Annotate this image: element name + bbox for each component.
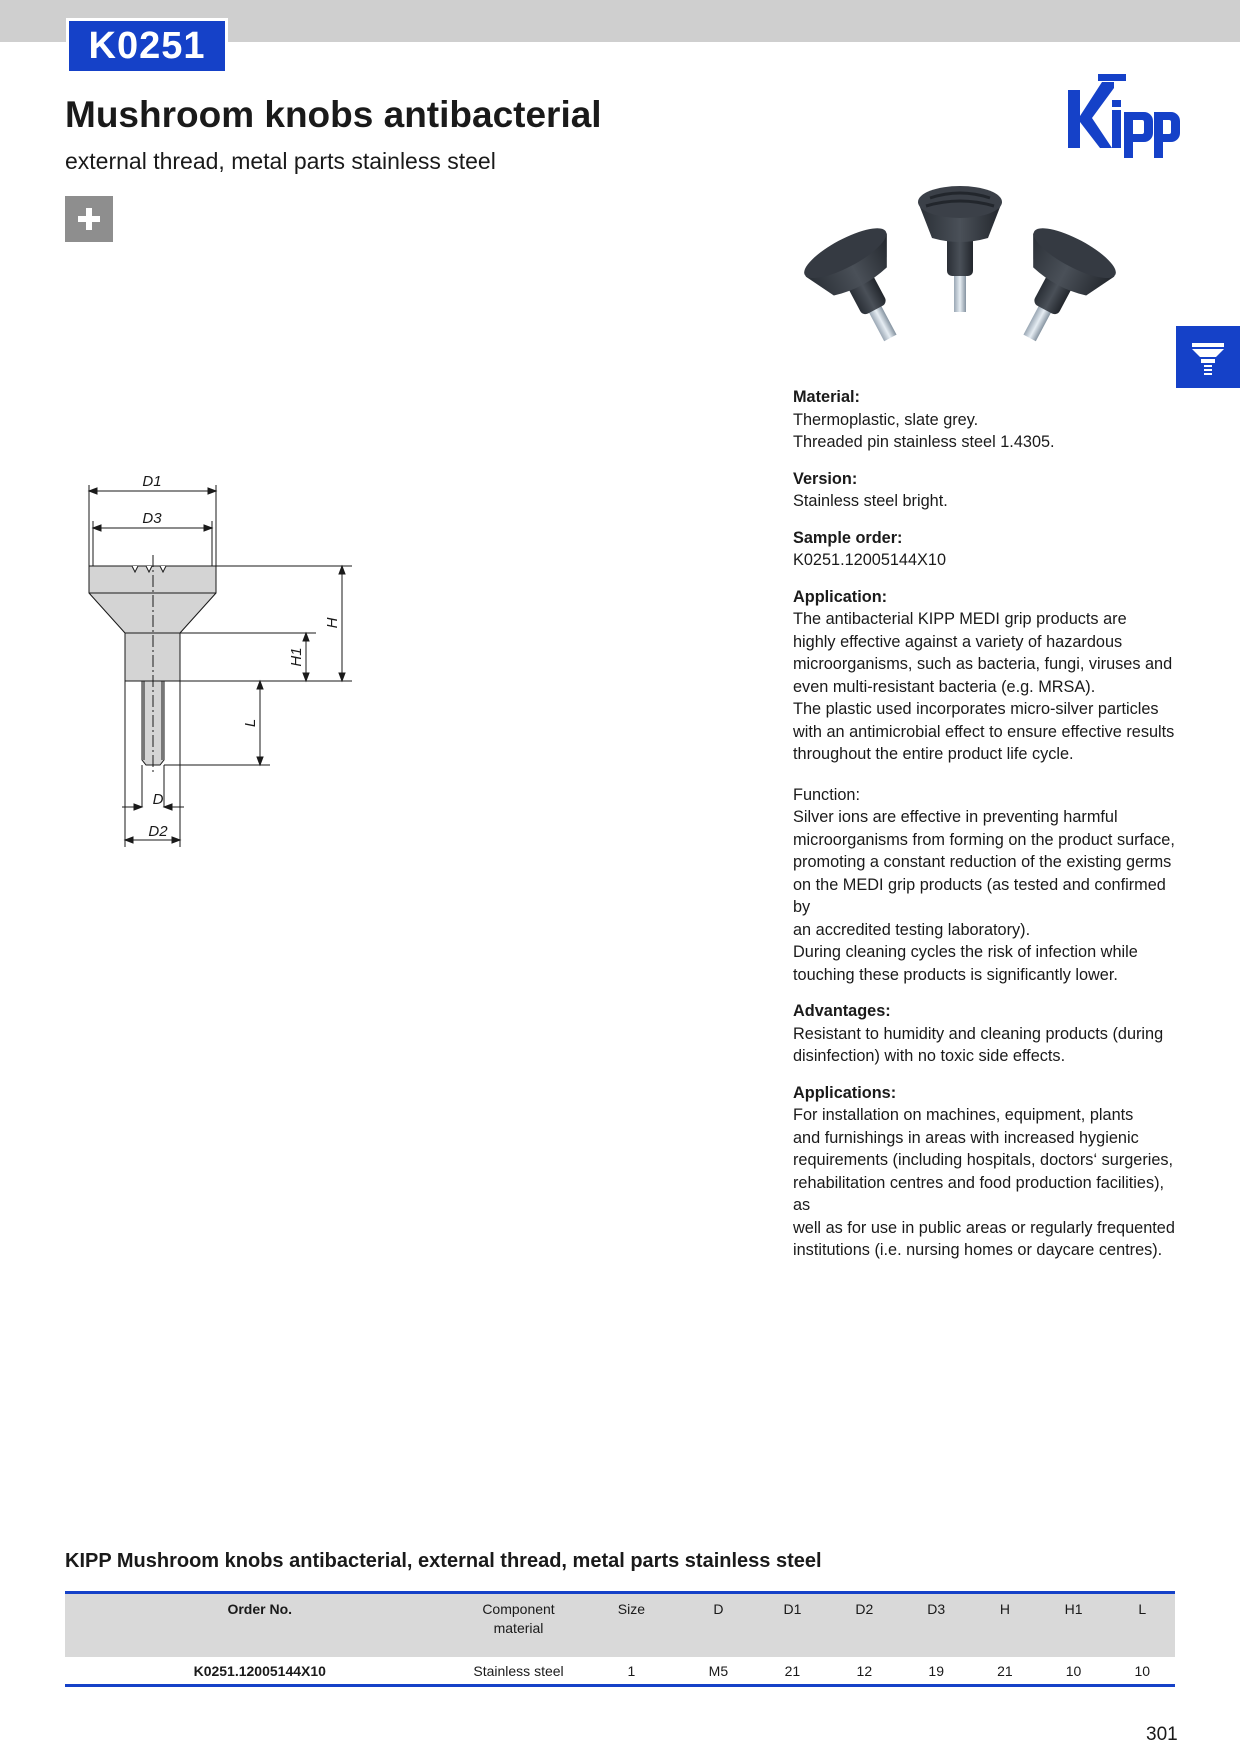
order-table — [65, 1591, 1175, 1687]
spec-line: rehabilitation centres and food production facilities), as — [793, 1173, 1165, 1214]
spec-text — [793, 806, 1183, 986]
product-photo — [780, 162, 1140, 352]
page-title: Mushroom knobs antibacterial — [65, 94, 602, 135]
column-header: H — [972, 1593, 1037, 1658]
label-d: D — [152, 791, 164, 808]
kipp-logo — [1068, 74, 1180, 158]
expand-button[interactable] — [65, 196, 113, 242]
specifications — [793, 386, 1183, 1276]
table-cell: 19 — [900, 1657, 972, 1686]
table-cell: 21 — [756, 1657, 828, 1686]
spec-line: on the MEDI grip products (as tested and confirmed by — [793, 875, 1166, 916]
column-header: Component material — [455, 1593, 583, 1658]
column-header: D3 — [900, 1593, 972, 1658]
spec-line: and furnishings in areas with increased hygienic — [793, 1128, 1139, 1147]
spec-text — [793, 608, 1183, 766]
spec-sample-order — [793, 527, 1183, 572]
spec-line: For installation on machines, equipment, plants — [793, 1106, 1134, 1124]
spec-line: Thermoplastic, slate grey. — [793, 410, 979, 429]
spec-line: promoting a constant reduction of the existing germs — [793, 853, 1172, 871]
spec-material — [793, 386, 1183, 454]
spec-line: microorganisms, such as bacteria, fungi, viruses and — [793, 655, 1173, 673]
category-tab[interactable] — [1176, 326, 1240, 388]
spec-line: microorganisms from forming on the product surface, — [793, 830, 1175, 849]
spec-heading: Application: — [793, 587, 888, 606]
label-d3: D3 — [142, 510, 162, 527]
spec-line: Threaded pin stainless steel 1.4305. — [793, 433, 1055, 451]
spec-line: disinfection) with no toxic side effects. — [793, 1047, 1066, 1065]
column-header: L — [1109, 1593, 1175, 1658]
table-body — [65, 1657, 1175, 1686]
spec-heading: Version: — [793, 469, 858, 488]
spec-line: The plastic used incorporates micro-silver particles — [793, 700, 1159, 718]
spec-application — [793, 586, 1183, 766]
spec-function — [793, 784, 1183, 987]
column-header: D1 — [756, 1593, 828, 1658]
spec-heading: Sample order: — [793, 528, 903, 547]
spec-line: with an antimicrobial effect to ensure effective results — [793, 722, 1175, 741]
label-h1: H1 — [288, 647, 305, 667]
spec-text — [793, 1104, 1183, 1262]
spec-line: well as for use in public areas or regularly frequented — [793, 1218, 1175, 1237]
spec-line: institutions (i.e. nursing homes or daycare centres). — [793, 1241, 1163, 1259]
spec-line: The antibacterial KIPP MEDI grip products are — [793, 610, 1127, 628]
spec-line: During cleaning cycles the risk of infection while — [793, 943, 1138, 961]
table-cell: 10 — [1038, 1657, 1110, 1686]
spec-version — [793, 468, 1183, 513]
table-cell: 10 — [1109, 1657, 1175, 1686]
spec-text — [793, 549, 1183, 572]
spec-line: an accredited testing laboratory). — [793, 920, 1031, 939]
label-h: H — [324, 617, 341, 629]
table-title: KIPP Mushroom knobs antibacterial, external thread, metal parts stainless steel — [65, 1550, 822, 1572]
table-cell: 12 — [828, 1657, 900, 1686]
label-d2: D2 — [148, 823, 168, 840]
spec-heading: Advantages: — [793, 1002, 891, 1020]
page-subtitle: external thread, metal parts stainless steel — [65, 148, 496, 174]
spec-line: requirements (including hospitals, doctors‘ surgeries, — [793, 1151, 1174, 1169]
technical-drawing — [60, 455, 380, 850]
table-header-row — [65, 1593, 1175, 1658]
spec-advantages — [793, 1000, 1183, 1068]
spec-line: throughout the entire product life cycle. — [793, 745, 1074, 763]
spec-line: Resistant to humidity and cleaning products (during — [793, 1024, 1164, 1043]
table-cell: M5 — [680, 1657, 756, 1686]
label-l: L — [242, 718, 259, 728]
label-d1: D1 — [142, 473, 162, 490]
spec-applications — [793, 1082, 1183, 1262]
column-header: D2 — [828, 1593, 900, 1658]
table-cell: K0251.12005144X10 — [65, 1657, 455, 1686]
knob-category-icon — [1188, 337, 1228, 377]
spec-line: Stainless steel bright. — [793, 492, 948, 510]
spec-heading: Material: — [793, 388, 860, 406]
column-header: H1 — [1038, 1593, 1110, 1658]
page-number: 301 — [1146, 1724, 1178, 1745]
product-code-badge: K0251 — [66, 18, 228, 74]
plus-icon — [76, 206, 102, 232]
spec-heading: Applications: — [793, 1083, 897, 1102]
spec-line: highly effective against a variety of hazardous — [793, 632, 1123, 651]
table-cell: Stainless steel — [455, 1657, 583, 1686]
spec-text — [793, 409, 1183, 454]
spec-line: touching these products is significantly lower. — [793, 965, 1118, 984]
table-cell: 1 — [583, 1657, 681, 1686]
column-header: Order No. — [65, 1593, 455, 1658]
spec-line: K0251.12005144X10 — [793, 551, 947, 569]
spec-line: Silver ions are effective in preventing harmful — [793, 808, 1118, 826]
column-header: D — [680, 1593, 756, 1658]
spec-line: even multi-resistant bacteria (e.g. MRSA). — [793, 677, 1096, 696]
spec-text — [793, 490, 1183, 513]
table-row — [65, 1657, 1175, 1686]
spec-text — [793, 1023, 1183, 1068]
column-header: Size — [583, 1593, 681, 1658]
spec-heading: Function: — [793, 785, 860, 804]
table-cell: 21 — [972, 1657, 1037, 1686]
